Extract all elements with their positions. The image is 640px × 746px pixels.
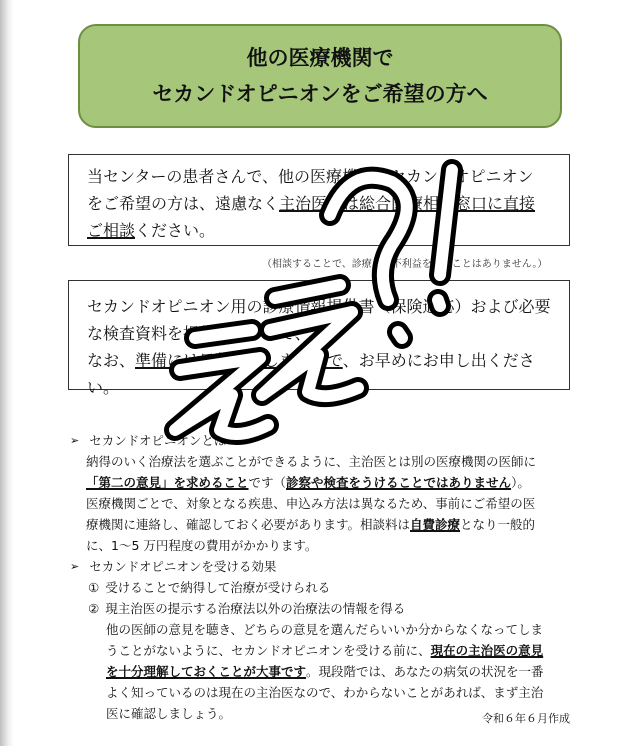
box2-line1: セカンドオピニオン用の診療情報提供書（保険適応）および必要 (87, 297, 551, 316)
box1-line1: 当センターの患者さんで、他の医療機関でセカンドオピニオン (87, 167, 534, 186)
item2-detail-line5: 医に確認しましょう。 (106, 706, 232, 721)
item2-detail-line3 (70, 661, 576, 682)
box1-line2-underlined: 主治医又は総合医療相談窓口に直接 (279, 194, 536, 213)
box2-line3-a: なお、 (87, 351, 136, 370)
box1-line3 (87, 217, 555, 244)
title-banner (78, 24, 562, 128)
detail3-underlined: を十分理解しておくことが大事です (106, 664, 307, 679)
item2-detail-line2 (70, 640, 576, 661)
detail2-a: うことがないように、セカンドオピニオンを受ける前に、 (106, 643, 431, 658)
section-effects (70, 556, 576, 724)
item2-detail-line4: よく知っているのは現在の主治医なので、わからないことがあれば、まず主治 (106, 685, 544, 700)
section1-title: セカンドオピニオンとは (89, 433, 227, 448)
section2-title: セカンドオピニオンを受ける効果 (89, 559, 277, 574)
section1-line2-c: です（ (248, 475, 287, 490)
section2-heading (70, 556, 576, 577)
creation-date: 令和６年６月作成 (482, 712, 570, 725)
page-edge-shadow (0, 0, 14, 746)
box1-line2-text: をご希望の方は、遠慮なく (87, 194, 280, 213)
box2-line2: な検査資料を提供しますので、 (87, 324, 311, 343)
arrow-bullet-icon: ➢ (70, 560, 80, 573)
seeking-phrase: を求めること (173, 475, 249, 490)
section1-line2-e: ）。 (511, 475, 530, 490)
section1-line4-a: 療機関に連絡し、確認しておく必要があります。相談料は (86, 517, 411, 532)
item1-number: ① (88, 580, 100, 595)
box1-line3-text: ください。 (135, 221, 216, 240)
section1-line4-c: となり一般的 (460, 517, 536, 532)
self-pay-term: 自費診療 (410, 517, 461, 532)
documents-box (68, 280, 570, 397)
section1-line1: 納得のいく治療法を選ぶことができるように、主治医とは別の医療機関の医師に (86, 454, 537, 469)
section1-heading (70, 430, 576, 451)
consultation-note: （相談することで、診療上で不利益を被ることはありません。） (262, 259, 548, 270)
detail2-underlined: 現在の主治医の意見 (430, 643, 544, 658)
box1-line3-underlined: ご相談 (87, 221, 136, 240)
box1-line2 (87, 190, 555, 217)
effect-item-2 (70, 598, 576, 619)
box2-line3 (87, 347, 555, 401)
arrow-bullet-icon: ➢ (70, 434, 80, 447)
item2-number: ② (88, 601, 100, 616)
detail3-b: 。現段階では、あなたの病気の状況を一番 (306, 664, 544, 679)
banner-title-line1: 他の医療機関で (246, 46, 394, 70)
item2-text: 現主治医の提示する治療法以外の治療法の情報を得る (105, 601, 406, 616)
section1-line2 (70, 472, 576, 493)
box2-line3-underlined: 準備には日数を要しますので (135, 351, 343, 370)
consultation-box (68, 154, 570, 246)
section1-line4 (70, 514, 576, 535)
section1-line5: に、1〜5 万円程度の費用がかかります。 (86, 538, 318, 553)
section-what-is (70, 430, 576, 556)
not-exam-phrase: 診察や検査をうけることではありません (286, 475, 512, 490)
second-opinion-term: 「第二の意見」 (86, 475, 174, 490)
item1-text: 受けることで納得して治療が受けられる (105, 580, 331, 595)
item2-detail-line1: 他の医師の意見を聴き、どちらの意見を選んだらいいか分からなくなってしま (106, 622, 544, 637)
effect-item-1 (70, 577, 576, 598)
section1-line3: 医療機関ごとで、対象となる疾患、申込み方法は異なるため、事前にご希望の医 (86, 496, 536, 511)
banner-title-line2: セカンドオピニオンをご希望の方へ (152, 82, 488, 106)
box2-line3-c: 、お早めにお申し出ください。 (87, 351, 535, 397)
